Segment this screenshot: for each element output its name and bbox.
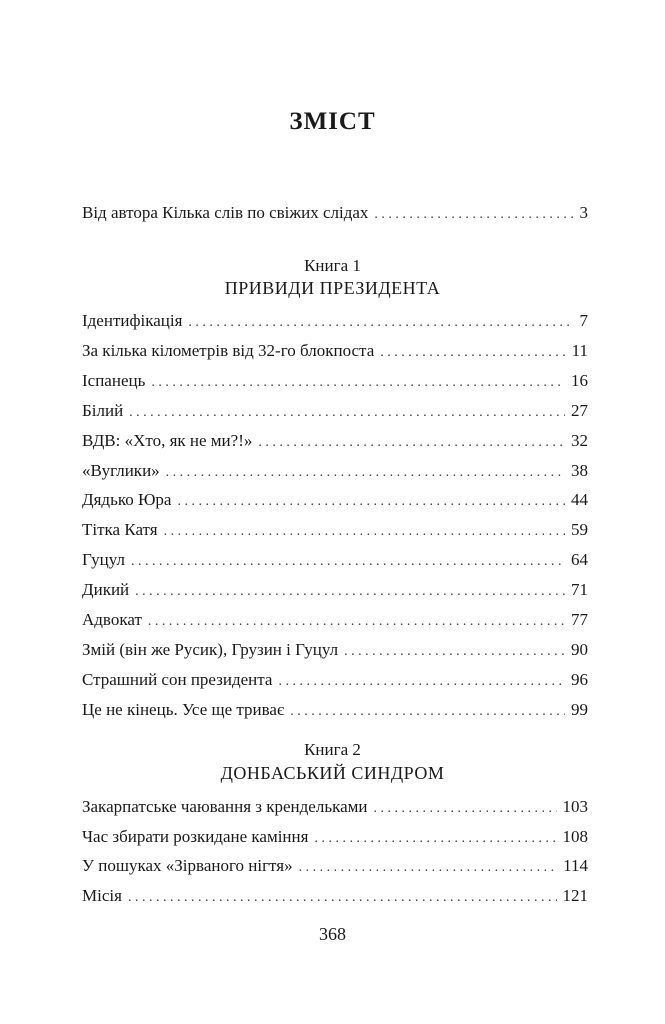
toc-entry-page: 77	[571, 610, 588, 629]
toc-entry-title: Це не кінець. Усе ще триває	[82, 699, 285, 719]
toc-leader-dots	[374, 795, 557, 823]
toc-leader-dots	[135, 578, 565, 606]
toc-entry-title: Дядько Юра	[82, 490, 172, 510]
toc-leader-dots	[344, 638, 565, 666]
toc-entry	[82, 397, 588, 425]
toc-entry-title: Білий	[82, 400, 124, 420]
toc-entry	[82, 367, 588, 395]
toc-entry-title: Місія	[82, 885, 122, 905]
toc-entry	[82, 606, 588, 634]
toc-entry	[82, 486, 588, 514]
toc-entry-page: 103	[562, 797, 588, 816]
toc-entry-page: 121	[562, 885, 588, 905]
book-1-label: Книга 1	[304, 256, 361, 275]
toc-leader-dots	[177, 488, 565, 516]
toc-leader-dots	[380, 339, 565, 367]
toc-entry	[82, 793, 588, 821]
toc-entry-page: 38	[571, 460, 588, 480]
toc-entry-title: Змій (він же Русик), Грузин і Гуцул	[82, 639, 339, 659]
toc-entry-page: 11	[571, 340, 588, 360]
book-2-label: Книга 2	[304, 740, 361, 759]
toc-leader-dots	[164, 518, 565, 546]
toc-entry	[82, 546, 588, 574]
toc-leader-dots	[278, 668, 565, 696]
toc-leader-dots	[131, 548, 565, 576]
book-2-title: ДОНБАСЬКИЙ СИНДРОМ	[220, 763, 445, 783]
toc-entry-page: 64	[571, 550, 588, 570]
toc-entry-title: «Вуглики»	[82, 460, 160, 480]
toc-entry-title: Адвокат	[82, 610, 142, 629]
toc-entry	[82, 427, 588, 455]
toc-entry-title: Ідентифікація	[82, 311, 183, 330]
toc-entry-title: Від автора Кілька слів по свіжих слідах	[82, 203, 369, 222]
toc-entry-title: Тітка Катя	[82, 520, 158, 540]
toc-entry-intro	[82, 199, 588, 227]
toc-entry	[82, 823, 588, 851]
toc-entry-page: 3	[579, 203, 588, 222]
toc-entry-title: Страшний сон президента	[82, 669, 273, 689]
toc-entry-page: 59	[571, 520, 588, 540]
toc-entry	[82, 516, 588, 544]
toc-entry-page: 114	[563, 856, 588, 876]
toc-entry-title: У пошуках «Зірваного нігтя»	[82, 856, 293, 876]
toc-entry-page: 44	[571, 490, 588, 510]
toc-entry-page: 99	[571, 699, 588, 719]
toc-leader-dots	[258, 429, 565, 457]
toc-entry-page: 108	[562, 826, 588, 846]
toc-entry	[82, 337, 588, 365]
toc-entry-page: 7	[579, 311, 588, 330]
toc-leader-dots	[314, 825, 556, 853]
toc-entry-title: Закарпатське чаювання з крендельками	[82, 797, 368, 816]
toc-entry	[82, 457, 588, 485]
toc-entry	[82, 882, 588, 910]
toc-leader-dots	[128, 884, 557, 912]
toc-leader-dots	[151, 369, 565, 397]
toc-leader-dots	[148, 608, 565, 636]
page-number: 368	[319, 924, 346, 944]
toc-leader-dots	[129, 399, 565, 427]
toc-entry-page: 90	[571, 639, 588, 659]
toc-entry	[82, 576, 588, 604]
toc-leader-dots	[290, 698, 565, 726]
toc-entry	[82, 307, 588, 335]
toc-leader-dots	[166, 459, 565, 487]
book-1-title: ПРИВИДИ ПРЕЗИДЕНТА	[224, 278, 441, 298]
toc-entry-page: 71	[571, 580, 588, 600]
toc-leader-dots	[374, 201, 573, 229]
toc-entry	[82, 852, 588, 880]
toc-entry-page: 27	[571, 400, 588, 420]
toc-leader-dots	[299, 854, 558, 882]
toc-entry-title: Дикий	[82, 580, 130, 600]
toc-entry-title: ВДВ: «Хто, як не ми?!»	[82, 430, 253, 450]
toc-entry-page: 96	[571, 669, 588, 689]
toc-entry-title: Гуцул	[82, 550, 126, 570]
toc-entry-title: За кілька кілометрів від 32-го блокпоста	[82, 340, 375, 360]
page-title: ЗМІСТ	[289, 108, 376, 135]
toc-entry-page: 32	[571, 430, 588, 450]
toc-entry-title: Час збирати розкидане каміння	[82, 826, 309, 846]
toc-entry	[82, 636, 588, 664]
toc-entry-title: Іспанець	[82, 370, 146, 390]
toc-entry-page: 16	[571, 370, 588, 390]
toc-leader-dots	[188, 309, 573, 337]
toc-entry	[82, 666, 588, 694]
toc-entry	[82, 696, 588, 724]
